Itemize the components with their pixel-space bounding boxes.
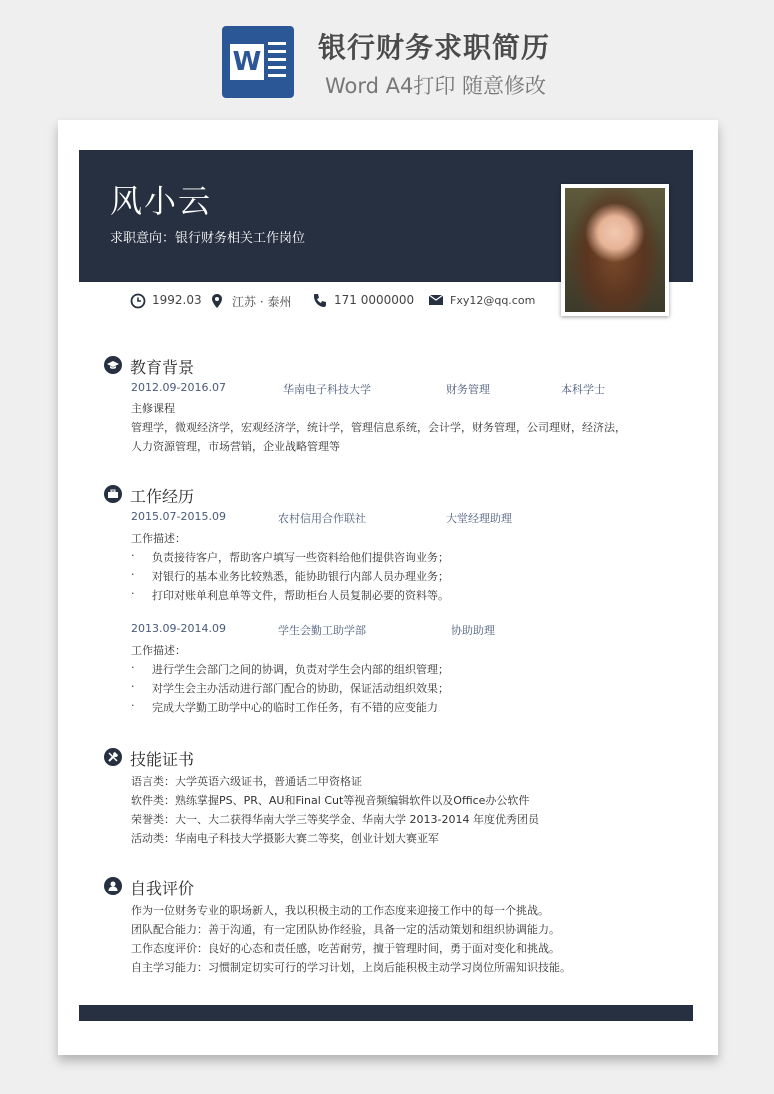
edu-degree: 本科学士 [561,383,605,396]
contact-birth: 1992.03 [152,293,202,307]
edu-period: 2012.09-2016.07 [131,381,226,394]
bullet: · [131,568,135,581]
self-line: 自主学习能力：习惯制定切实可行的学习计划，上岗后能积极主动学习岗位所需知识技能。 [131,961,571,974]
tools-icon [104,748,122,766]
location-pin-icon [210,293,224,309]
candidate-name: 风小云 [110,182,213,220]
briefcase-icon [104,485,122,503]
clock-icon [130,293,146,309]
job-org: 农村信用合作联社 [278,512,366,525]
skill-line: 语言类：大学英语六级证书，普通话二甲资格证 [131,775,362,788]
skill-line: 活动类：华南电子科技大学摄影大赛二等奖，创业计划大赛亚军 [131,832,439,845]
edu-courses-line: 人力资源管理，市场营销，企业战略管理等 [131,440,340,453]
self-line: 团队配合能力：善于沟通，有一定团队协作经验，具备一定的活动策划和组织协调能力。 [131,923,560,936]
job-desc-label: 工作描述： [131,532,186,545]
job-role: 协助助理 [451,624,495,637]
resume-page: 风小云 求职意向：银行财务相关工作岗位 1992.03 江苏 · 泰州 171 0000000 Fxy12@qq.com 教育背景 2012.09-2016.07 华南电子科技大学 财务管理 本科学士 主修课程 管理学，微观经济学，宏观经济学，统计学，管理信息系统，会计学，财务管理，公司理财，经济法， 人力资源管理，市场营销，企业战略管理等 工作经历 2015.07-2015.09 农村信用合作联社 大堂经理助理 工作描述： · 负责接待客户，帮助客户填写一些资料给他们提供咨询业务； · 对银行的基本业务比较熟悉，能协助银行内部人员办理业务； · 打印对账单利息单等文件，帮助柜台人员复制必要的资料等。 2013.09-2014.09 学生会勤工助学部 协助助理 工作描述： · 进行学生会部门之间的协调，负责对学生会内部的组织管理； · 对学生会主办活动进行部门配合的协助，保证活动组织效果； · 完成大学勤工助学中心的临时工作任务，有不错的应变能力 技能证书 语言类：大学英语六级证书，普通话二甲资格证 软件类：熟练掌握PS、PR、AU和Final Cut等视音频编辑软件以及Office办公软件 荣誉类：大一、大二获得华南大学三等奖学金、华南大学 2013-2014 年度优秀团员 活动类：华南电子科技大学摄影大赛二等奖，创业计划大赛亚军 自我评价 作为一位财务专业的职场新人，我以积极主动的工作态度来迎接工作中的每一个挑战。 团队配合能力：善于沟通，有一定团队协作经验，具备一定的活动策划和组织协调能力。 工作态度评价：良好的心态和责任感，吃苦耐劳，擅于管理时间，勇于面对变化和挑战。 自主学习能力：习惯制定切实可行的学习计划，上岗后能积极主动学习岗位所需知识技能。 [58,120,718,1055]
job-item: 负责接待客户，帮助客户填写一些资料给他们提供咨询业务； [152,551,449,564]
job-item: 对银行的基本业务比较熟悉，能协助银行内部人员办理业务； [152,570,449,583]
bullet: · [131,661,135,674]
job-intent: 求职意向：银行财务相关工作岗位 [110,231,306,246]
doc-title: 银行财务求职简历 [318,31,551,64]
job-item: 对学生会主办活动进行部门配合的协助，保证活动组织效果； [152,682,449,695]
job-period: 2015.07-2015.09 [131,510,226,523]
bullet: · [131,699,135,712]
skill-line: 荣誉类：大一、大二获得华南大学三等奖学金、华南大学 2013-2014 年度优秀团员 [131,813,539,826]
job-period: 2013.09-2014.09 [131,622,226,635]
job-item: 打印对账单利息单等文件，帮助柜台人员复制必要的资料等。 [152,589,449,602]
profile-photo [561,184,669,316]
edu-school: 华南电子科技大学 [283,383,371,396]
contact-location: 江苏 · 泰州 [232,293,291,310]
contact-phone: 171 0000000 [334,293,414,307]
skill-line: 软件类：熟练掌握PS、PR、AU和Final Cut等视音频编辑软件以及Office办公软件 [131,794,530,807]
self-line: 工作态度评价：良好的心态和责任感，吃苦耐劳，擅于管理时间，勇于面对变化和挑战。 [131,942,560,955]
doc-subtitle: Word A4打印 随意修改 [325,74,547,98]
contact-email: Fxy12@qq.com [450,294,535,307]
graduation-cap-icon [104,356,122,374]
resume-footer-bar [79,1005,693,1021]
job-org: 学生会勤工助学部 [278,624,366,637]
person-icon [104,877,122,895]
phone-icon [312,293,328,309]
word-icon: W [222,26,294,98]
job-item: 完成大学勤工助学中心的临时工作任务，有不错的应变能力 [152,701,438,714]
job-role: 大堂经理助理 [446,512,512,525]
job-item: 进行学生会部门之间的协调，负责对学生会内部的组织管理； [152,663,449,676]
edu-courses-label: 主修课程 [131,402,175,415]
job-desc-label: 工作描述： [131,644,186,657]
edu-major: 财务管理 [446,383,490,396]
mail-icon [428,293,444,307]
bullet: · [131,680,135,693]
bullet: · [131,587,135,600]
edu-courses-line: 管理学，微观经济学，宏观经济学，统计学，管理信息系统，会计学，财务管理，公司理财，经济法， [131,421,626,434]
self-line: 作为一位财务专业的职场新人，我以积极主动的工作态度来迎接工作中的每一个挑战。 [131,904,549,917]
bullet: · [131,549,135,562]
preview-banner [0,0,774,115]
